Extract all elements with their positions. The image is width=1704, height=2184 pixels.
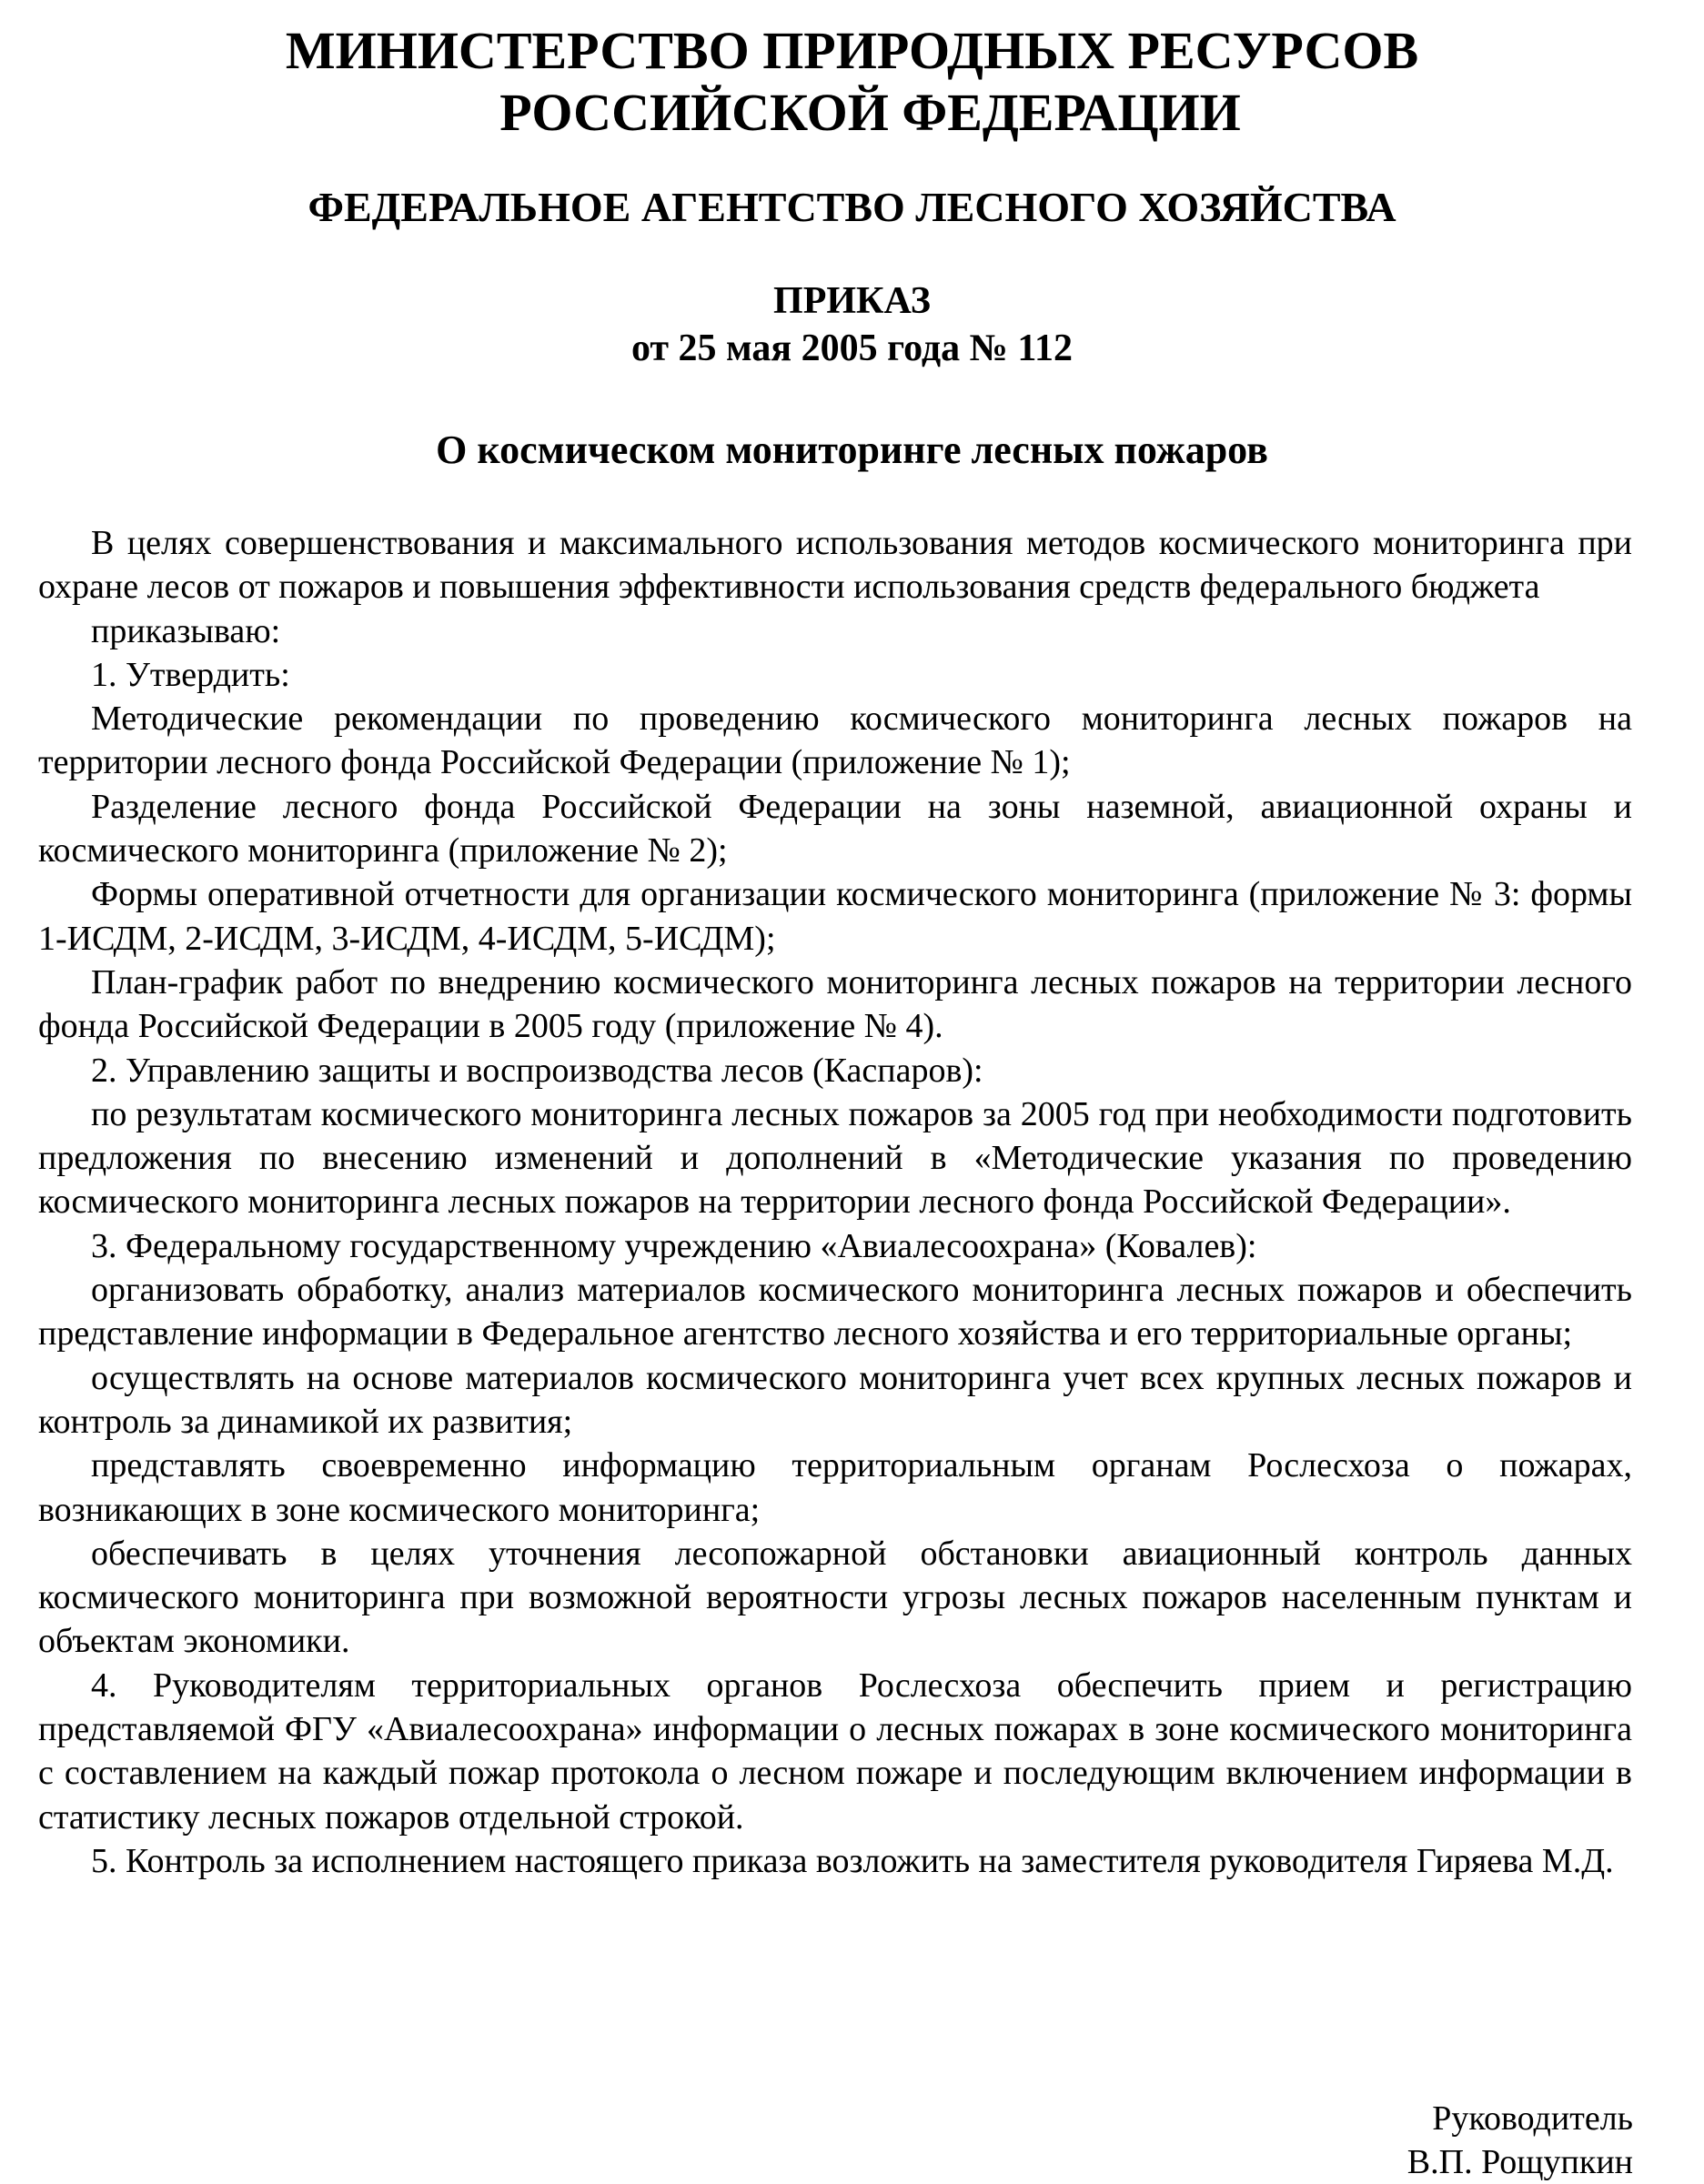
clause-4: 4. Руководителям территориальных органов Рослесхоза обеспечить прием и регистрацию представляемой ФГУ «Авиалесоохрана» информации о лесных пожарах в зоне космического мониторинга с составлением на каждый пожар протокола о лесном пожаре и последующим включением информации в статистику лесных пожаров отдельной строкой. bbox=[38, 1666, 1632, 1837]
clause-3-item-2: осуществлять на основе материалов космического мониторинга учет всех крупных лесных пожаров и контроль за динамикой их развития; bbox=[38, 1358, 1632, 1441]
order-title: ПРИКАЗ bbox=[773, 280, 931, 322]
order-date-number: от 25 мая 2005 года № 112 bbox=[630, 327, 1074, 369]
clause-3-item-4: обеспечивать в целях уточнения лесопожарной обстановки авиационный контроль данных космического мониторинга при возможной вероятности угрозы лесных пожаров населенным пунктам и объектам экономики. bbox=[38, 1534, 1632, 1661]
clause-3-item-3: представлять своевременно информацию территориальным органам Рослесхоза о пожарах, возникающих в зоне космического мониторинга; bbox=[38, 1446, 1632, 1529]
clause-1-item-3: Формы оперативной отчетности для организации космического мониторинга (приложение № 3: формы 1-ИСДМ, 2-ИСДМ, 3-ИСДМ, 4-ИСДМ, 5-ИСДМ); bbox=[38, 875, 1632, 958]
clause-2-heading: 2. Управлению защиты и воспроизводства лесов (Каспаров): bbox=[91, 1051, 983, 1090]
clause-3-item-1: организовать обработку, анализ материалов космического мониторинга лесных пожаров и обеспечить представление информации в Федеральное агентство лесного хозяйства и его территориальные органы; bbox=[38, 1271, 1632, 1354]
clause-1-item-1: Методические рекомендации по проведению космического мониторинга лесных пожаров на территории лесного фонда Российской Федерации (приложение № 1); bbox=[38, 699, 1632, 782]
signature-block bbox=[1407, 2097, 1633, 2184]
clause-5: 5. Контроль за исполнением настоящего приказа возложить на заместителя руководителя Гиряева М.Д. bbox=[91, 1841, 1614, 1880]
ministry-name-line1: МИНИСТЕРСТВО ПРИРОДНЫХ РЕСУРСОВ bbox=[285, 21, 1419, 80]
clause-2-item-1: по результатам космического мониторинга лесных пожаров за 2005 год при необходимости подготовить предложения по внесению изменений и дополнений в «Методические указания по проведению космического мониторинга лесных пожаров на территории лесного фонда Российской Федерации». bbox=[38, 1094, 1632, 1222]
clause-1-heading: 1. Утвердить: bbox=[91, 655, 290, 694]
order-subject: О космическом мониторинге лесных пожаров bbox=[436, 428, 1268, 472]
signatory-name: В.П. Рощупкин bbox=[1407, 2143, 1633, 2181]
ministry-heading bbox=[0, 20, 1704, 144]
signatory-position: Руководитель bbox=[1432, 2099, 1633, 2138]
clause-1-item-2: Разделение лесного фонда Российской Федерации на зоны наземной, авиационной охраны и космического мониторинга (приложение № 2); bbox=[38, 787, 1632, 871]
ministry-name-line2: РОССИЙСКОЙ ФЕДЕРАЦИИ bbox=[499, 83, 1241, 142]
order-verb: приказываю: bbox=[91, 611, 281, 650]
clause-3-heading: 3. Федеральному государственному учреждению «Авиалесоохрана» (Ковалев): bbox=[91, 1226, 1257, 1265]
clause-1-item-4: План-график работ по внедрению космического мониторинга лесных пожаров на территории лесного фонда Российской Федерации в 2005 году (приложение № 4). bbox=[38, 962, 1632, 1046]
agency-heading: ФЕДЕРАЛЬНОЕ АГЕНТСТВО ЛЕСНОГО ХОЗЯЙСТВА bbox=[308, 184, 1396, 230]
preamble-paragraph: В целях совершенствования и максимального использования методов космического мониторинга при охране лесов от пожаров и повышения эффективности использования средств федерального бюджета bbox=[38, 524, 1632, 607]
order-body bbox=[38, 521, 1632, 1883]
